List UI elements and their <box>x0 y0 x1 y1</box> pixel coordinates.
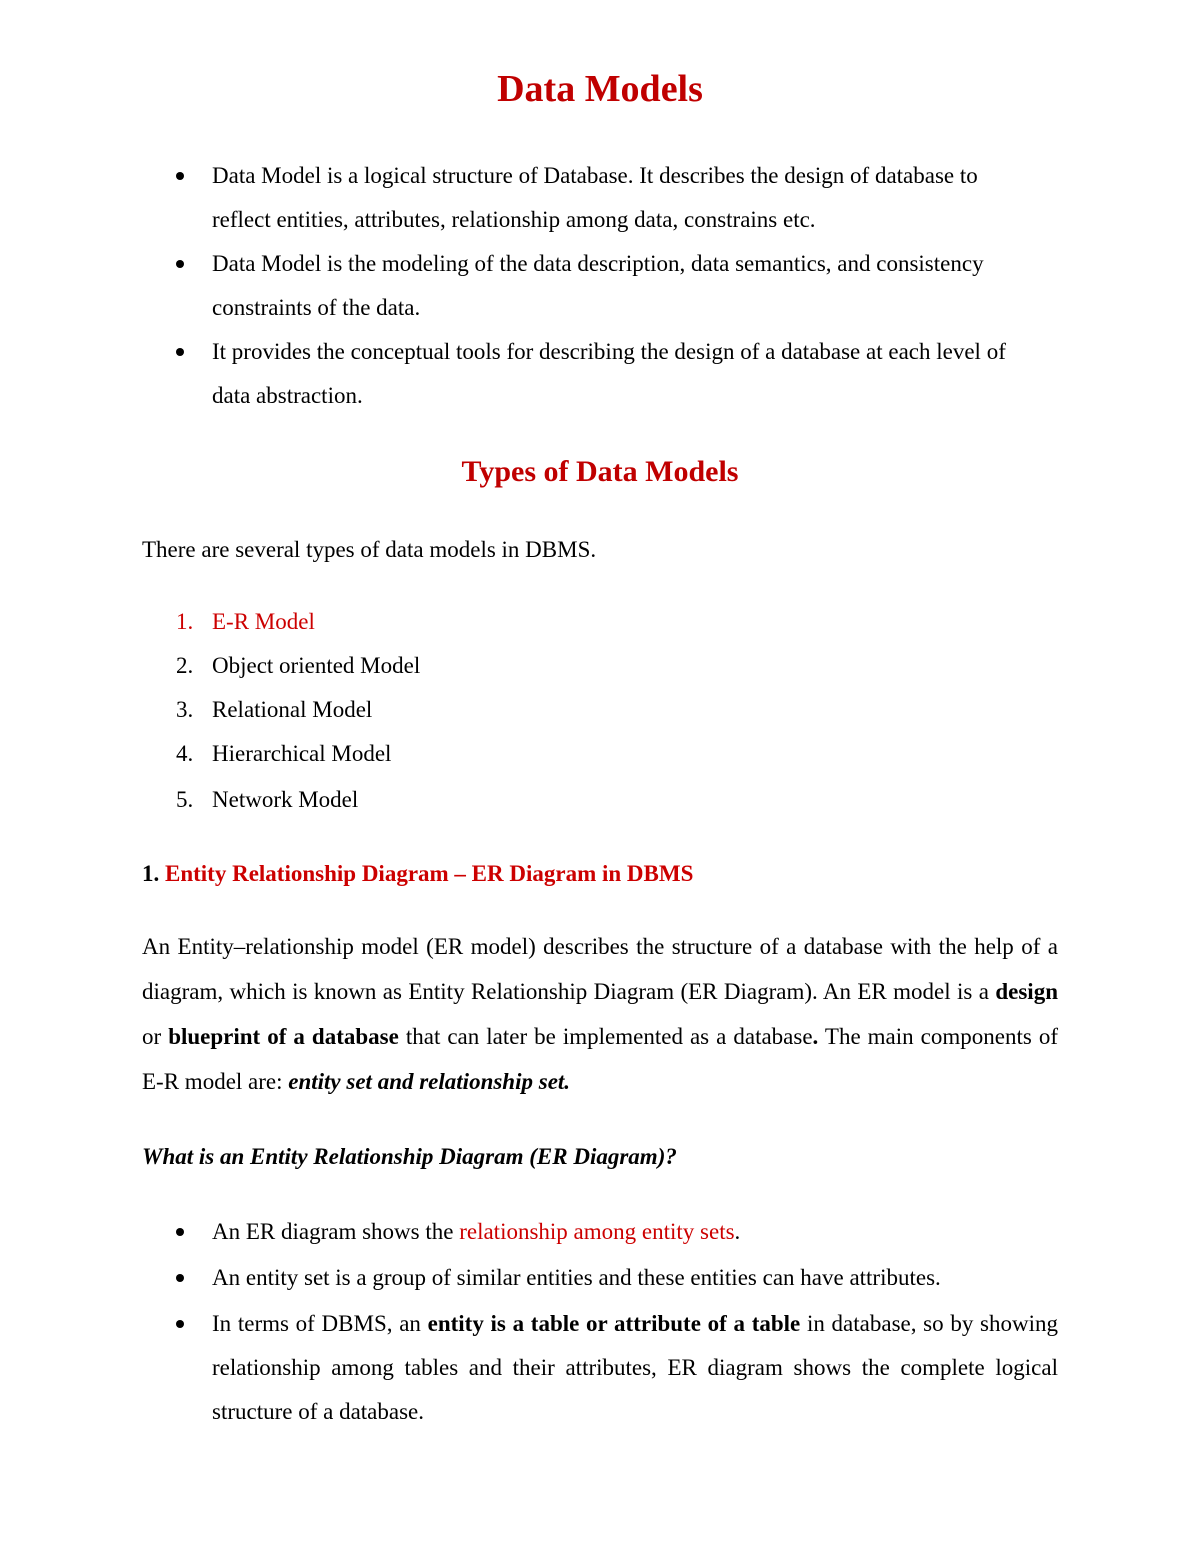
bullet-icon <box>176 172 184 180</box>
er-section-heading: 1. Entity Relationship Diagram – ER Diagram in DBMS <box>142 861 694 886</box>
list-item: In terms of DBMS, an entity is a table or attribute of a table in database, so by showing relationship among tables and their attributes, ER diagram shows the complete logical structure of a database. <box>212 1302 1058 1434</box>
list-item: 4. Hierarchical Model <box>176 741 392 766</box>
er-paragraph: An Entity–relationship model (ER model) describes the structure of a database with the help of a diagram, which is known as Entity Relationship Diagram (ER Diagram). An ER model is a design or blueprint of a database that can later be implemented as a database. The main components of E-R model are: entity set and relationship set. <box>142 934 1058 1094</box>
bullet-icon <box>176 260 184 268</box>
bullet-icon <box>176 1228 184 1236</box>
list-item: Data Model is the modeling of the data description, data semantics, and consistency constraints of the data. <box>212 242 1042 330</box>
types-heading: Types of Data Models <box>461 455 739 488</box>
list-item: 3. Relational Model <box>176 697 373 722</box>
list-item: An ER diagram shows the relationship among entity sets. <box>212 1210 1058 1254</box>
bullet-icon <box>176 1320 184 1328</box>
list-item: 2. Object oriented Model <box>176 653 421 678</box>
list-item: 1. E-R Model <box>176 609 315 634</box>
list-item: An entity set is a group of similar entities and these entities can have attributes. <box>212 1256 1058 1300</box>
intro-bullet-list <box>212 154 1042 418</box>
types-list <box>176 600 812 824</box>
list-item: It provides the conceptual tools for describing the design of a database at each level of data abstraction. <box>212 330 1042 418</box>
list-item: 5. Network Model <box>176 787 359 812</box>
er-bullet-list <box>212 1210 1058 1434</box>
list-item: Data Model is a logical structure of Database. It describes the design of database to reflect entities, attributes, relationship among data, constrains etc. <box>212 154 1042 242</box>
bullet-icon <box>176 348 184 356</box>
bullet-icon <box>176 1274 184 1282</box>
page-title: Data Models <box>497 68 703 110</box>
types-intro: There are several types of data models in DBMS. <box>142 537 597 562</box>
er-question-heading: What is an Entity Relationship Diagram (ER Diagram)? <box>142 1144 677 1169</box>
